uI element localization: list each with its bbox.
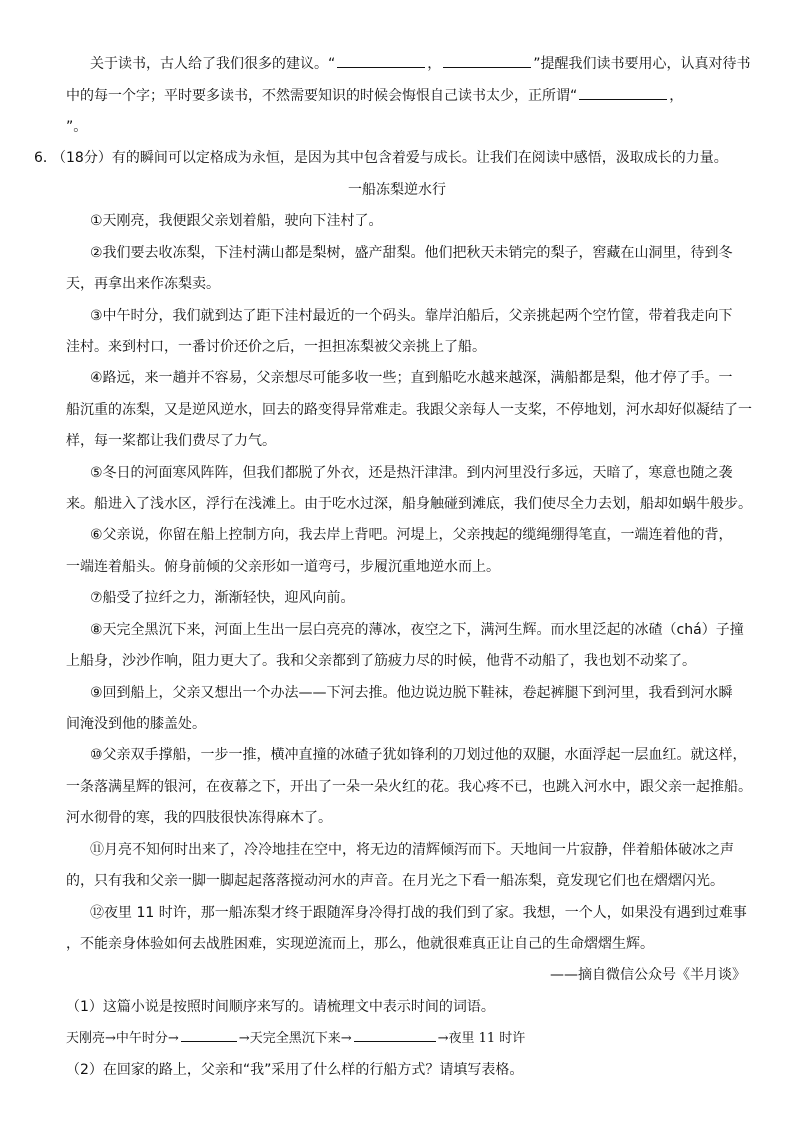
article-title: 一船冻梨逆水行 <box>348 182 446 198</box>
paragraph: 一条落满星辉的银河，在夜幕之下，开出了一朵一朵火红的花。我心疼不已，也跳入河水中，跟父亲一起推船。 <box>66 779 752 795</box>
paragraph: ⑩父亲双手撑船，一步一推，横冲直撞的冰碴子犹如锋利的刀划过他的双腿，水面浮起一层血红。就这样， <box>90 747 747 763</box>
paragraph: ⑦船受了拉纤之力，渐渐轻快，迎风向前。 <box>90 590 355 606</box>
sub-question-2: （2）在回家的路上，父亲和“我”采用了什么样的行船方式？请填写表格。 <box>66 1062 524 1078</box>
paragraph: 洼村。来到村口，一番讨价还价之后，一担担冻梨被父亲挑上了船。 <box>66 339 486 355</box>
paragraph: ①天刚亮，我便跟父亲划着船，驶向下洼村了。 <box>90 213 383 229</box>
answer-blank[interactable] <box>443 51 531 68</box>
question-number: 6． <box>34 150 57 166</box>
intro-text: ， <box>669 88 684 104</box>
answer-blank[interactable] <box>354 1025 436 1042</box>
intro-text: ， <box>427 56 442 72</box>
question-prompt: （18分）有的瞬间可以定格成为永恒，是因为其中包含着爱与成长。让我们在阅读中感悟，汲取成长的力量。 <box>52 150 728 166</box>
answer-blank[interactable] <box>579 83 667 100</box>
sequence-text: →夜里 11 时许 <box>437 1031 526 1046</box>
paragraph: 船沉重的冻梨，又是逆风逆水，回去的路变得异常难走。我跟父亲每人一支桨，不停地划，河水却好似凝结了一 <box>66 402 752 418</box>
paragraph: ④路远，来一趟并不容易，父亲想尽可能多收一些；直到船吃水越来越深，满船都是梨，他才停了手。一 <box>90 370 733 386</box>
sequence-text: 天刚亮→中午时分→ <box>66 1031 179 1046</box>
answer-blank[interactable] <box>181 1025 237 1042</box>
paragraph: 间淹没到他的膝盖处。 <box>66 716 206 732</box>
intro-text: 中的每一个字；平时要多读书，不然需要知识的时候会悔恨自己读书太少，正所谓“ <box>66 88 578 104</box>
sub-question-1: （1）这篇小说是按照时间顺序来写的。请梳理文中表示时间的词语。 <box>66 999 495 1015</box>
intro-line-1 <box>90 49 770 80</box>
paragraph: 河水彻骨的寒，我的四肢很快冻得麻木了。 <box>66 810 332 826</box>
paragraph: ⑪月亮不知何时出来了，冷冷地挂在空中，将无边的清辉倾泻而下。天地间一片寂静，伴着船体破冰之声 <box>90 842 734 858</box>
paragraph: 样，每一桨都让我们费尽了力气。 <box>66 433 276 449</box>
paragraph: 一端连着船头。俯身前倾的父亲形如一道弯弓，步履沉重地逆水而上。 <box>66 559 500 575</box>
intro-text: ”提醒我们读书要用心，认真对待书 <box>533 56 751 72</box>
intro-text: 关于读书，古人给了我们很多的建议。“ <box>90 56 336 72</box>
paragraph: 来。船进入了浅水区，浮行在浅滩上。由于吃水过深，船身触碰到滩底，我们使尽全力去划，船却如蜗牛般步。 <box>66 496 752 512</box>
paragraph: ⑥父亲说，你留在船上控制方向，我去岸上背吧。河堤上，父亲拽起的缆绳绷得笔直，一端连着他的背， <box>90 527 733 543</box>
time-sequence <box>66 1023 746 1054</box>
intro-line-2 <box>66 81 746 112</box>
paragraph: ③中午时分，我们就到达了距下洼村最近的一个码头。靠岸泊船后，父亲挑起两个空竹筐，带着我走向下 <box>90 308 733 324</box>
paragraph: ⑫夜里 11 时许，那一船冻梨才终于跟随浑身冷得打战的我们到了家。我想，一个人，如果没有遇到过难事 <box>90 905 747 921</box>
paragraph: ②我们要去收冻梨，下洼村满山都是梨树，盛产甜梨。他们把秋天未销完的梨子，窖藏在山洞里，待到冬 <box>90 245 733 261</box>
paragraph: ，不能亲身体验如何去战胜困难，实现逆流而上，那么，他就很难真正让自己的生命熠熠生辉。 <box>66 936 654 952</box>
paragraph: ⑤冬日的河面寒风阵阵，但我们都脱了外衣，还是热汗津津。到内河里没行多远，天暗了，寒意也随之袭 <box>90 465 733 481</box>
sequence-text: →天完全黑沉下来→ <box>238 1031 352 1046</box>
article-source: ——摘自微信公众号《半月谈》 <box>550 967 746 983</box>
paragraph: 的，只有我和父亲一脚一脚起起落落搅动河水的声音。在月光之下看一船冻梨，竟发现它们也在熠熠闪光。 <box>66 873 724 889</box>
paragraph: ⑧天完全黑沉下来，河面上生出一层白亮亮的薄冰，夜空之下，满河生辉。而水里泛起的冰碴（chá）子撞 <box>90 622 744 638</box>
intro-line-3: ”。 <box>66 119 88 135</box>
paragraph: 天，再拿出来作冻梨卖。 <box>66 276 220 292</box>
answer-blank[interactable] <box>337 51 425 68</box>
paragraph: 上船身，沙沙作响，阻力更大了。我和父亲都到了筋疲力尽的时候，他背不动船了，我也划不动桨了。 <box>66 653 696 669</box>
paragraph: ⑨回到船上，父亲又想出一个办法——下河去推。他边说边脱下鞋袜，卷起裤腿下到河里，我看到河水瞬 <box>90 685 733 701</box>
